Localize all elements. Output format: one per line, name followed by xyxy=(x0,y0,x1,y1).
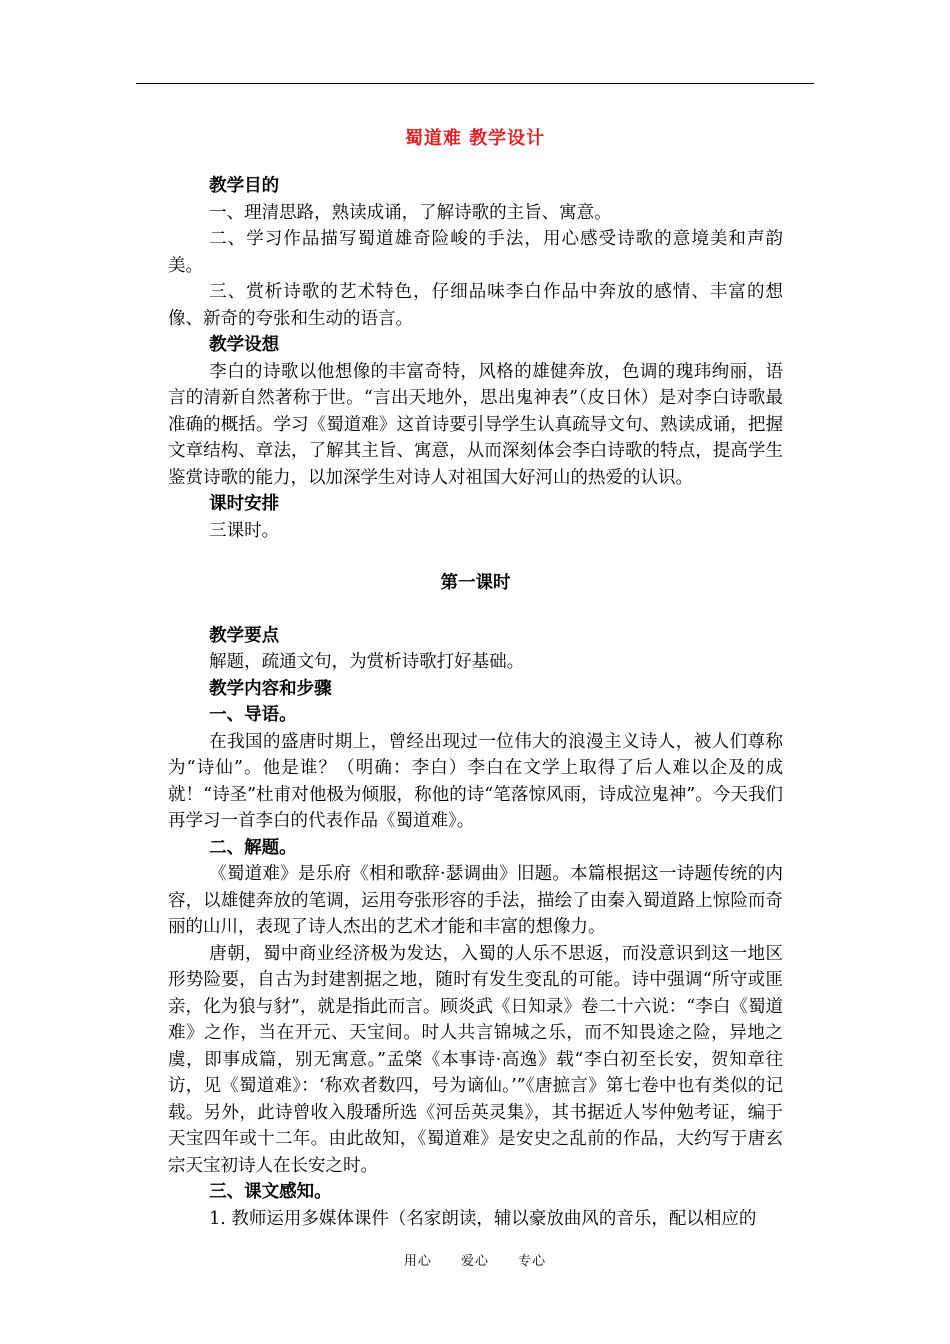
rare-glyph: 棨 xyxy=(404,1049,423,1070)
goal-item-2: 二、学习作品描写蜀道雄奇险峻的手法，用心感受诗歌的意境美和声韵美。 xyxy=(168,229,783,276)
document-body xyxy=(168,173,783,1232)
concept-heading: 教学设想 xyxy=(209,335,280,355)
footer-item-3: 专心 xyxy=(518,1254,547,1269)
concept-paragraph: 李白的诗歌以他想像的丰富奇特，风格的雄健奔放，色调的瑰玮绚丽，语言的清新自然著称于世。“言出天地外，思出鬼神表”（皮日休）是对李白诗歌最准确的概括。学习《蜀道难》这首诗要引导学生认真疏导文句、熟读成诵，把握文章结构、章法，了解其主旨、寓意，从而深刻体会李白诗歌的特点，提高学生鉴赏诗歌的能力，以加深学生对诗人对祖国大好河山的热爱的认识。 xyxy=(168,361,783,488)
footer-item-2: 爱心 xyxy=(460,1254,489,1269)
header-rule xyxy=(136,83,814,84)
step-two-text-a: 唐朝，蜀中商业经济极为发达，入蜀的人乐不思返，而没意识到这一地区形势险要，自古为封建割据之地，随时有发生变乱的可能。诗中强调“所守或匪亲，化为狼与豺”，就是指此而言。顾炎武《日知录》卷二十六说：“李白《蜀道难》之作，当在开元、天宝间。时人共言锦城之乐，而不知畏途之险，异地之虞，即事成篇，别无寓意。”孟 xyxy=(168,943,783,1070)
lesson-one-heading: 第一课时 xyxy=(440,573,511,593)
page-footer xyxy=(0,1250,950,1269)
step-two-paragraph-2 xyxy=(168,941,783,1180)
step-two-heading: 二、解题。 xyxy=(209,837,297,858)
footer-item-1: 用心 xyxy=(403,1254,432,1269)
step-one-paragraph: 在我国的盛唐时期上，曾经出现过一位伟大的浪漫主义诗人，被人们尊称为“诗仙”。他是谁？（明确：李白）李白在文学上取得了后人难以企及的成就！“诗圣”杜甫对他极为倾服，称他的诗“笔落惊风雨，诗成泣鬼神”。今天我们再学习一首李白的代表作品《蜀道难》。 xyxy=(168,731,783,831)
points-heading: 教学要点 xyxy=(209,625,280,646)
schedule-heading: 课时安排 xyxy=(209,494,280,514)
goal-item-1: 一、理清思路，熟读成诵，了解诗歌的主旨、寓意。 xyxy=(209,202,612,223)
document-title: 蜀道难 教学设计 xyxy=(404,128,546,149)
step-one-heading: 一、导语。 xyxy=(209,705,297,725)
step-two-text-b: 《本事诗·高逸》载“李白初至长安，贺知章往访，见《蜀道难》：‘称欢者数四，号为谪仙。’”《唐摭言》第七卷中也有类似的记载。另外，此诗曾收入殷璠所选《河岳英灵集》，其书据近人岑仲勉考证，编于天宝四年或十二年。由此故知，《蜀道难》是安史之乱前的作品，大约写于唐玄宗天宝初诗人在长安之时。 xyxy=(168,1049,783,1176)
step-two-paragraph-1: 《蜀道难》是乐府《相和歌辞·瑟调曲》旧题。本篇根据这一诗题传统的内容，以雄健奔放的笔调，运用夸张形容的手法，描绘了由秦入蜀道路上惊险而奇丽的山川，表现了诗人杰出的艺术才能和丰富的想像力。 xyxy=(168,864,783,937)
steps-heading: 教学内容和步骤 xyxy=(209,678,332,699)
goal-item-3: 三、赏析诗歌的艺术特色，仔细品味李白作品中奔放的感情、丰富的想像、新奇的夸张和生动的语言。 xyxy=(168,282,783,329)
step-three-heading: 三、课文感知。 xyxy=(209,1182,332,1202)
points-paragraph: 解题，疏通文句，为赏析诗歌打好基础。 xyxy=(209,652,525,672)
step-three-paragraph: 1. 教师运用多媒体课件（名家朗读，辅以豪放曲风的音乐，配以相应的 xyxy=(209,1208,757,1229)
schedule-paragraph: 三课时。 xyxy=(209,520,280,541)
goal-heading: 教学目的 xyxy=(209,176,280,196)
